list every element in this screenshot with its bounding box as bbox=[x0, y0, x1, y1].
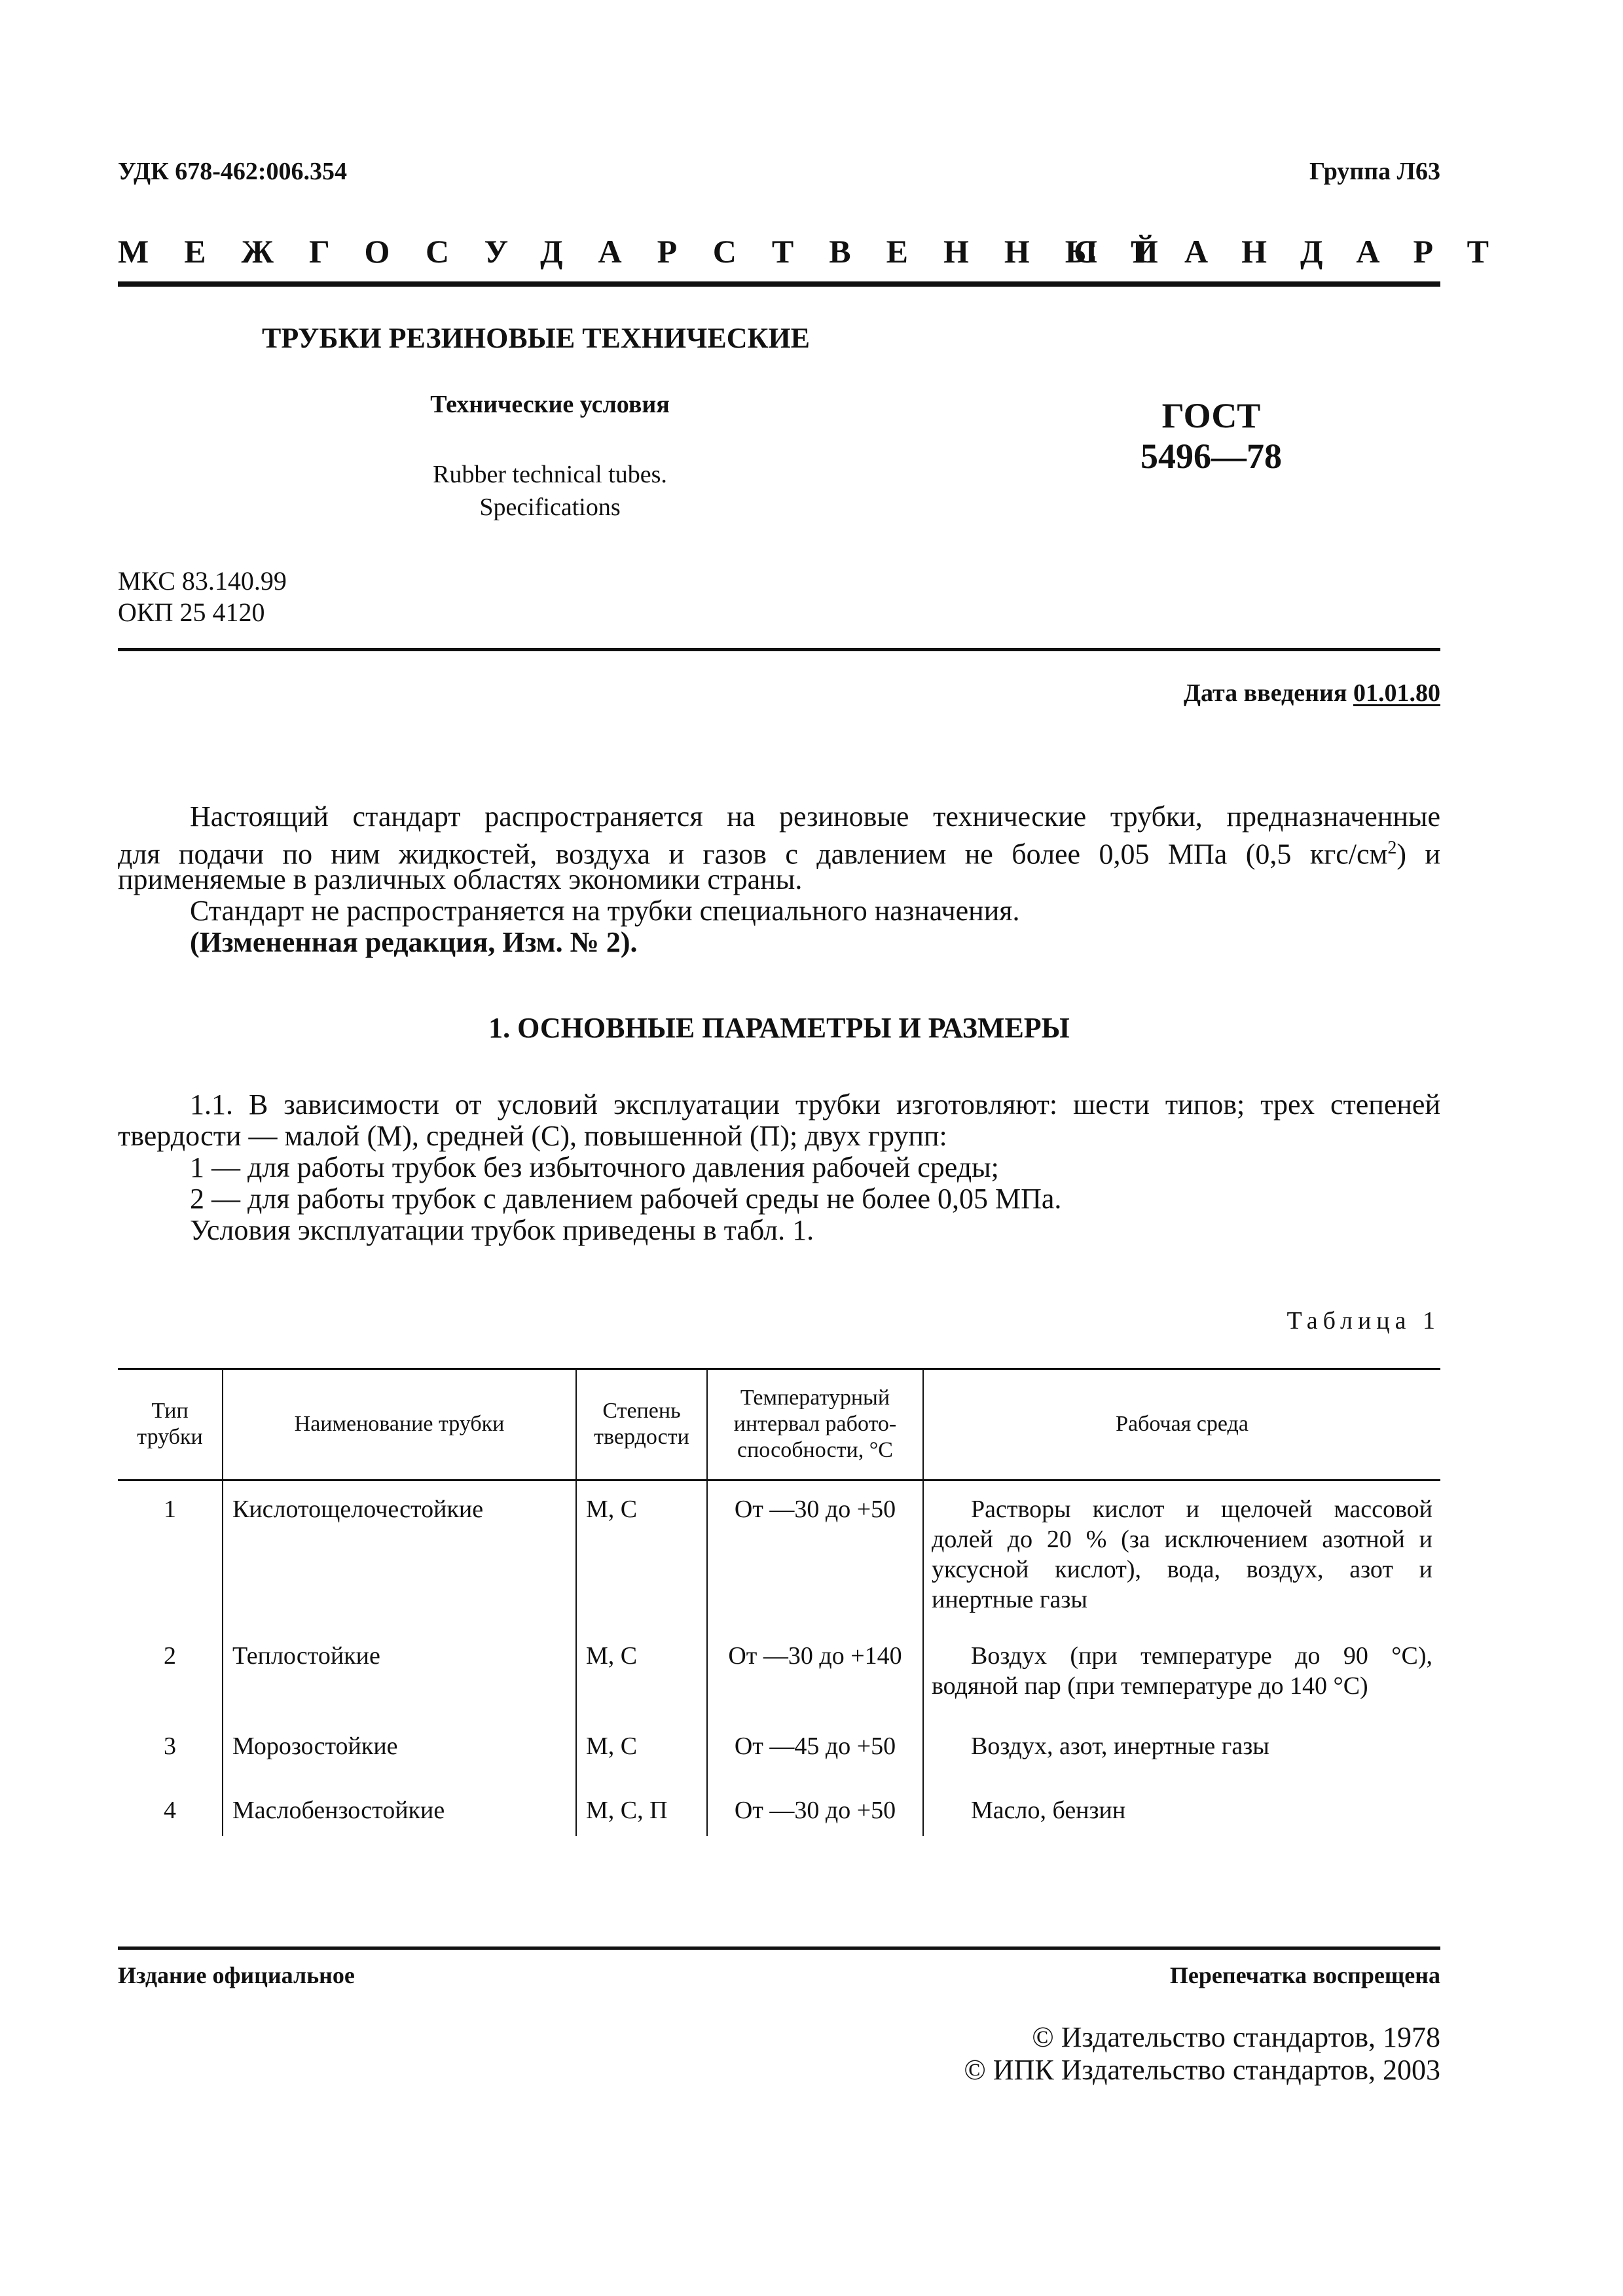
cell-hardness: М, С bbox=[576, 1723, 707, 1787]
codes-rule bbox=[118, 648, 1440, 651]
standard-banner-right: СТАНДАРТ bbox=[1074, 233, 1522, 270]
copyright-block bbox=[964, 2021, 1440, 2087]
intro-line2-text: для подачи по ним жидкостей, воздуха и газов с давлением не более 0,05 МПа (0,5 кгс/см bbox=[118, 838, 1388, 870]
introduction-date-label: Дата введения bbox=[1183, 679, 1347, 707]
section1-paragraph-2: Условия эксплуатации трубок приведены в табл. 1. bbox=[190, 1214, 814, 1246]
english-title bbox=[249, 458, 851, 524]
gost-label: ГОСТ bbox=[1161, 396, 1261, 435]
copyright-line-1: © Издательство стандартов, 1978 bbox=[1032, 2021, 1440, 2053]
section1-paragraph-line2: твердости — малой (М), средней (С), повышенной (П); двух групп: bbox=[118, 1120, 947, 1152]
cell-name: Морозостойкие bbox=[223, 1723, 576, 1787]
group-code: Группа Л63 bbox=[1309, 158, 1440, 185]
cell-type: 1 bbox=[164, 1496, 176, 1523]
cell-hardness: М, С, П bbox=[576, 1787, 707, 1836]
intro-paragraph-line3: применяемые в различных областях экономики страны. bbox=[118, 863, 803, 895]
cell-medium: Воздух, азот, инертные газы bbox=[923, 1723, 1440, 1787]
classification-codes bbox=[118, 565, 287, 628]
amendment-note: (Измененная редакция, Изм. № 2). bbox=[190, 926, 638, 958]
header-name: Наименование трубки bbox=[223, 1369, 576, 1480]
cell-name: Теплостойкие bbox=[223, 1632, 576, 1723]
cell-type: 4 bbox=[164, 1797, 176, 1824]
cell-name: Кислотощелочестойкие bbox=[223, 1480, 576, 1632]
cell-medium: Растворы кислот и щелочей массовой долей до 20 % (за исключением азотной и уксусной кислот), вода, воздух, азот и инертные газы bbox=[923, 1480, 1440, 1632]
intro-paragraph-2: Стандарт не распространяется на трубки специального назначения. bbox=[190, 895, 1020, 927]
gost-number: 5496—78 bbox=[1140, 437, 1282, 476]
document-title: ТРУБКИ РЕЗИНОВЫЕ ТЕХНИЧЕСКИЕ bbox=[262, 322, 811, 354]
cell-temperature: От —45 до +50 bbox=[707, 1723, 923, 1787]
cell-temperature: От —30 до +50 bbox=[707, 1787, 923, 1836]
header-type: Тип трубки bbox=[118, 1369, 223, 1480]
cell-medium: Масло, бензин bbox=[923, 1787, 1440, 1836]
copyright-line-2: © ИПК Издательство стандартов, 2003 bbox=[964, 2054, 1440, 2086]
cell-name: Маслобензостойкие bbox=[223, 1787, 576, 1836]
official-edition: Издание официальное bbox=[118, 1962, 355, 1988]
english-title-line1: Rubber technical tubes. bbox=[433, 461, 667, 488]
cell-hardness: М, С bbox=[576, 1480, 707, 1632]
table-row bbox=[118, 1632, 1440, 1723]
cell-temperature: От —30 до +50 bbox=[707, 1480, 923, 1632]
banner-rule bbox=[118, 281, 1440, 287]
header-medium: Рабочая среда bbox=[923, 1369, 1440, 1480]
table-row bbox=[118, 1787, 1440, 1836]
intro-line2-tail: ) и bbox=[1396, 838, 1441, 870]
section1-paragraph-line1: 1.1. В зависимости от условий эксплуатации трубки изготовляют: шести типов; трех степеней bbox=[190, 1088, 1440, 1121]
gost-designation bbox=[1080, 395, 1342, 476]
header-hardness: Степень твердости bbox=[576, 1369, 707, 1480]
table-row bbox=[118, 1480, 1440, 1632]
introduction-date bbox=[1184, 678, 1440, 708]
reprint-prohibited: Перепечатка воспрещена bbox=[1169, 1962, 1440, 1988]
intro-line2-superscript: 2 bbox=[1387, 838, 1397, 858]
cell-type: 3 bbox=[164, 1732, 176, 1760]
cell-medium: Воздух (при температуре до 90 °С), водяной пар (при температуре до 140 °С) bbox=[923, 1632, 1440, 1723]
section-heading: 1. ОСНОВНЫЕ ПАРАМЕТРЫ И РАЗМЕРЫ bbox=[488, 1012, 1070, 1044]
table-caption: Таблица 1 bbox=[1286, 1307, 1440, 1335]
header-temperature: Температурный интервал работо-способности, °С bbox=[707, 1369, 923, 1480]
english-title-line2: Specifications bbox=[479, 493, 621, 521]
standard-banner-left: МЕЖГОСУДАРСТВЕННЫЙ bbox=[118, 233, 1194, 270]
conditions-table bbox=[118, 1369, 1440, 1836]
cell-temperature: От —30 до +140 bbox=[707, 1632, 923, 1723]
footer-rule bbox=[118, 1946, 1440, 1950]
section1-list-item-1: 1 — для работы трубок без избыточного давления рабочей среды; bbox=[190, 1151, 999, 1183]
cell-hardness: М, С bbox=[576, 1632, 707, 1723]
document-subtitle: Технические условия bbox=[430, 391, 670, 418]
intro-paragraph-line1: Настоящий стандарт распространяется на резиновые технические трубки, предназначенные bbox=[190, 800, 1440, 833]
cell-type: 2 bbox=[164, 1642, 176, 1670]
introduction-date-value: 01.01.80 bbox=[1353, 679, 1440, 707]
section1-list-item-2: 2 — для работы трубок с давлением рабочей среды не более 0,05 МПа. bbox=[190, 1183, 1062, 1215]
table-row bbox=[118, 1723, 1440, 1787]
udk-code: УДК 678-462:006.354 bbox=[118, 158, 348, 185]
okp-code: ОКП 25 4120 bbox=[118, 598, 265, 627]
mks-code: МКС 83.140.99 bbox=[118, 566, 287, 596]
table-header-row bbox=[118, 1369, 1440, 1480]
